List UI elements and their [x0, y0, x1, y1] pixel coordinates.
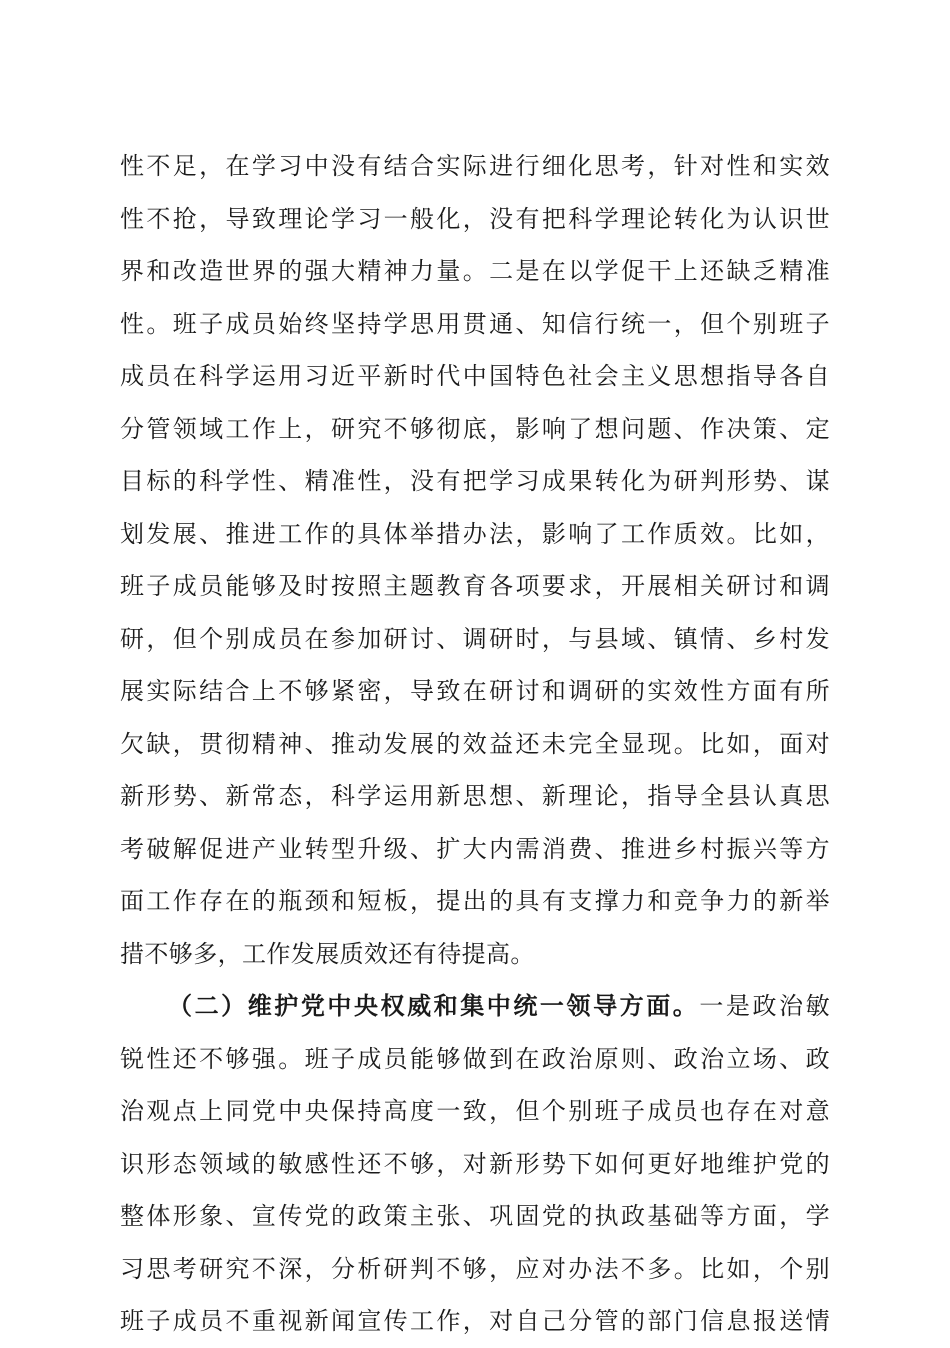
section-heading: （二）维护党中央权威和集中统一领导方面。: [168, 991, 700, 1020]
text-line: 性不足，在学习中没有结合实际进行细化思考，针对性和实效: [120, 152, 830, 180]
text-line: 性不抢，导致理论学习一般化，没有把科学理论转化为认识世: [120, 204, 830, 233]
text-line: 研，但个别成员在参加研讨、调研时，与县域、镇情、乡村发: [120, 624, 830, 653]
section-heading-line: [120, 980, 830, 1033]
text-line: 考破解促进产业转型升级、扩大内需消费、推进乡村振兴等方: [120, 834, 830, 863]
text-line: 成员在科学运用习近平新时代中国特色社会主义思想指导各自: [120, 362, 830, 390]
text-line: 划发展、推进工作的具体举措办法，影响了工作质效。比如，: [120, 519, 830, 548]
section-heading-rest: 一是政治敏: [699, 992, 830, 1020]
text-line: 整体形象、宣传党的政策主张、巩固党的执政基础等方面，学: [120, 1202, 830, 1230]
text-line: 锐性还不够强。班子成员能够做到在政治原则、政治立场、政: [120, 1044, 830, 1073]
body-text: [120, 140, 830, 1348]
text-line: 界和改造世界的强大精神力量。二是在以学促干上还缺乏精准: [120, 257, 830, 285]
text-line: 班子成员能够及时按照主题教育各项要求，开展相关研讨和调: [120, 572, 830, 600]
text-line: 目标的科学性、精准性，没有把学习成果转化为研判形势、谋: [120, 467, 830, 495]
text-line: 性。班子成员始终坚持学思用贯通、知信行统一，但个别班子: [120, 309, 830, 338]
text-line: 措不够多，工作发展质效还有待提高。: [120, 939, 535, 968]
text-line: 欠缺，贯彻精神、推动发展的效益还未完全显现。比如，面对: [120, 729, 830, 758]
text-line: 展实际结合上不够紧密，导致在研讨和调研的实效性方面有所: [120, 677, 830, 705]
text-line: 识形态领域的敏感性还不够，对新形势下如何更好地维护党的: [120, 1149, 830, 1178]
text-line: 分管领域工作上，研究不够彻底，影响了想问题、作决策、定: [120, 414, 830, 443]
text-line: 习思考研究不深，分析研判不够，应对办法不多。比如，个别: [120, 1254, 830, 1283]
text-line: 班子成员不重视新闻宣传工作，对自己分管的部门信息报送情: [120, 1307, 830, 1335]
text-line: 治观点上同党中央保持高度一致，但个别班子成员也存在对意: [120, 1097, 830, 1125]
text-line: 新形势、新常态，科学运用新思想、新理论，指导全县认真思: [120, 782, 830, 810]
text-line: 面工作存在的瓶颈和短板，提出的具有支撑力和竞争力的新举: [120, 887, 830, 915]
